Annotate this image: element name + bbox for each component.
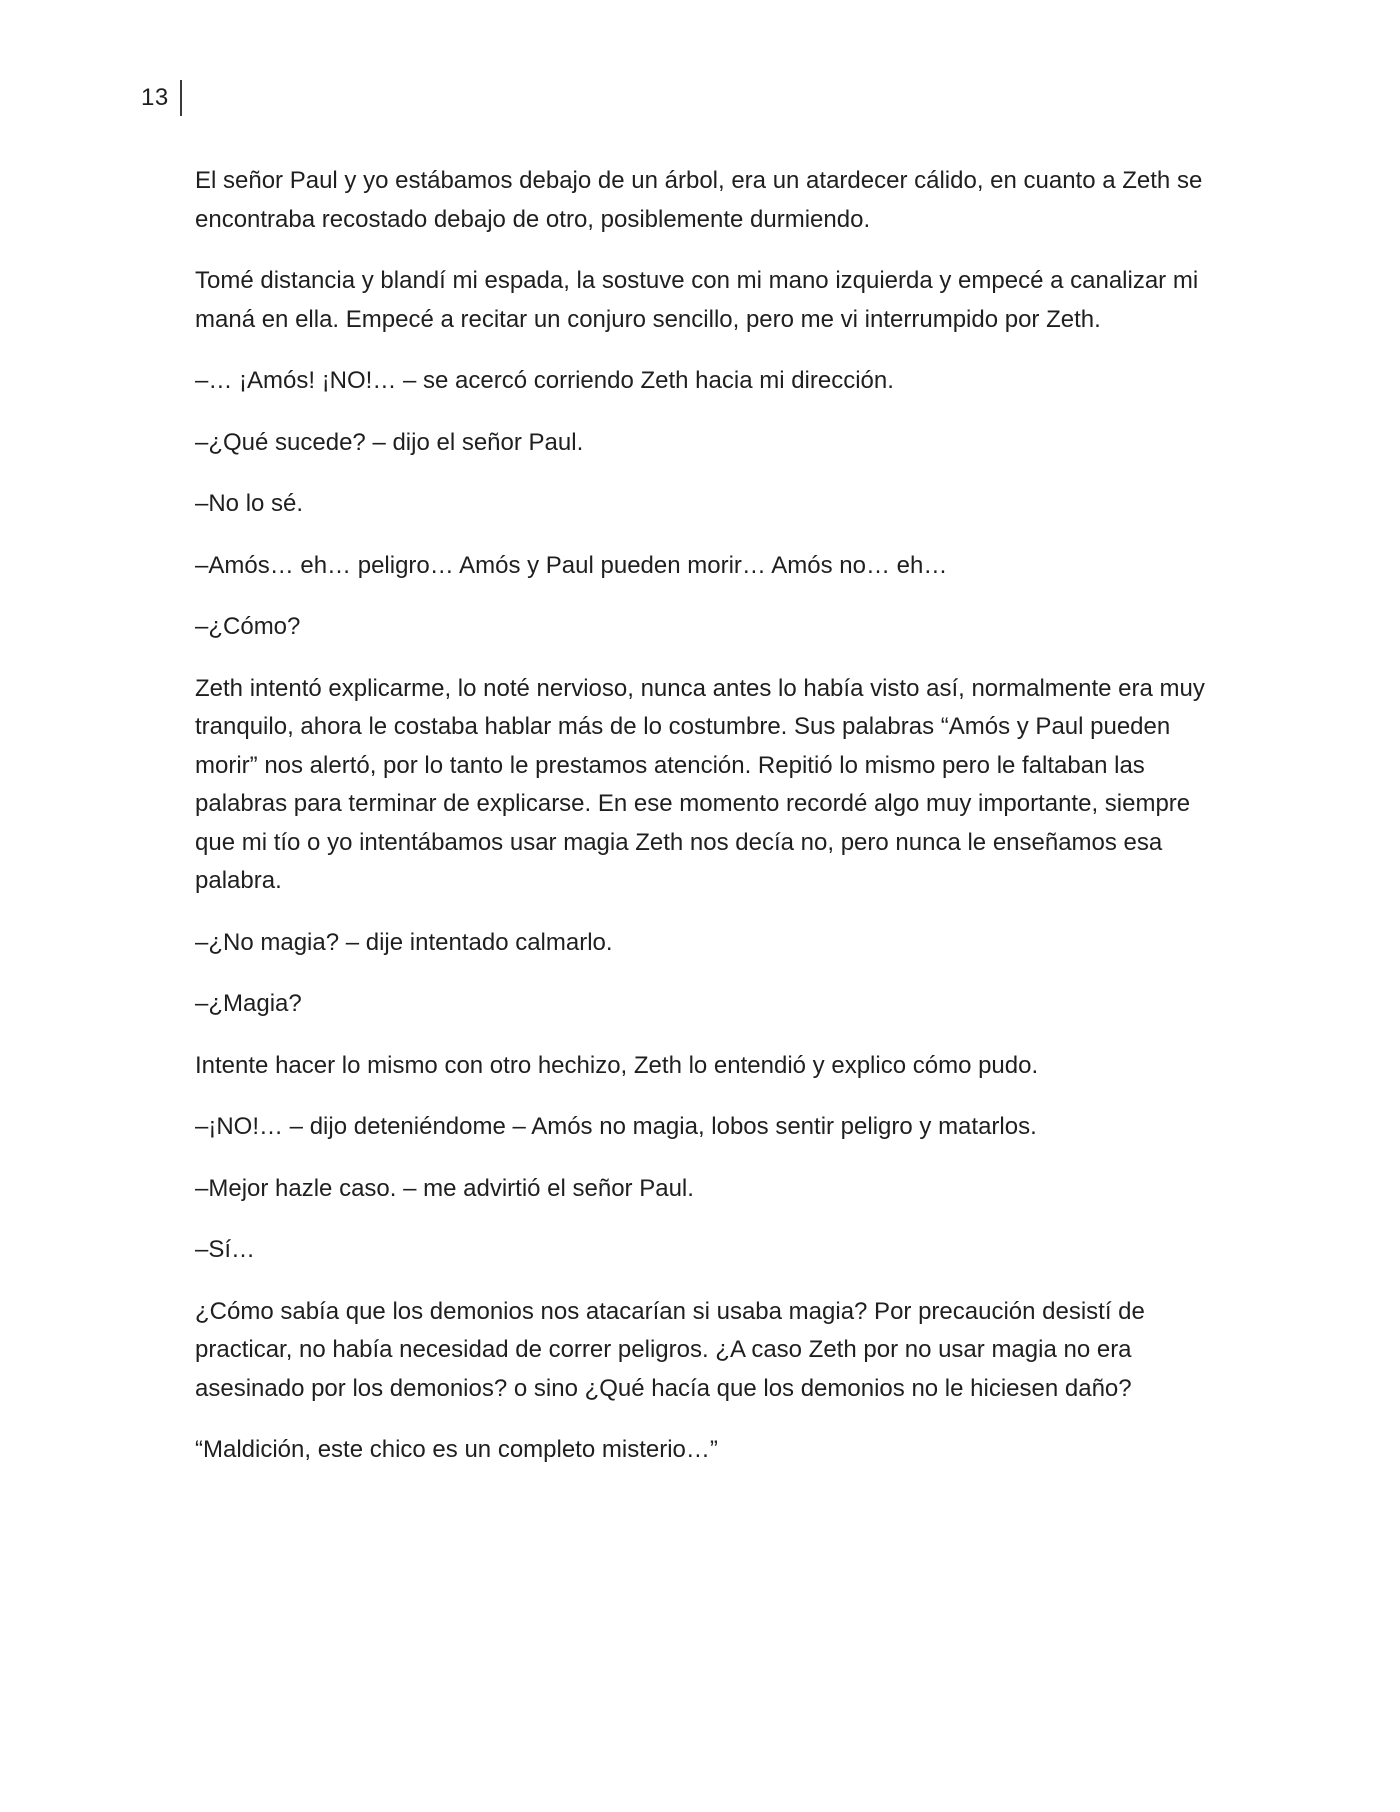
dialogue-line: –¡NO!… – dijo deteniéndome – Amós no magia, lobos sentir peligro y matarlos. <box>195 1113 1037 1140</box>
paragraph: Tomé distancia y blandí mi espada, la sostuve con mi mano izquierda y empecé a canalizar mi maná en ella. Empecé a recitar un conjuro sencillo, pero me vi interrumpido por Zeth. <box>195 267 1199 333</box>
page-header <box>141 80 182 116</box>
paragraph: ¿Cómo sabía que los demonios nos atacarían si usaba magia? Por precaución desistí de practicar, no había necesidad de correr peligros. ¿A caso Zeth por no usar magia no era asesinado por los demonios? o sino ¿Qué hacía que los demonios no le hiciesen daño? <box>195 1297 1145 1402</box>
paragraph: Intente hacer lo mismo con otro hechizo, Zeth lo entendió y explico cómo pudo. <box>195 1051 1039 1079</box>
paragraph: Zeth intentó explicarme, lo noté nervioso, nunca antes lo había visto así, normalmente era muy tranquilo, ahora le costaba hablar más de lo costumbre. Sus palabras “Amós y Paul pueden morir” nos alertó, por lo tanto le prestamos atención. Repitió lo mismo pero le faltaban las palabras para terminar de explicarse. En ese momento recordé algo muy importante, siempre que mi tío o yo intentábamos usar magia Zeth nos decía no, pero nunca le enseñamos esa palabra. <box>195 674 1205 894</box>
paragraph: “Maldición, este chico es un completo misterio…” <box>195 1436 718 1463</box>
paragraph: El señor Paul y yo estábamos debajo de un árbol, era un atardecer cálido, en cuanto a Zeth se encontraba recostado debajo de otro, posiblemente durmiendo. <box>195 167 1203 233</box>
dialogue-line: –No lo sé. <box>195 490 304 517</box>
dialogue-line: –Amós… eh… peligro… Amós y Paul pueden morir… Amós no… eh… <box>195 551 948 579</box>
dialogue-line: –¿Qué sucede? – dijo el señor Paul. <box>195 428 584 456</box>
page-number: 13 <box>141 84 169 111</box>
dialogue-line: –¿Magia? <box>195 990 302 1017</box>
dialogue-line: –¿No magia? – dije intentado calmarlo. <box>195 928 613 956</box>
body-text <box>195 162 1235 1493</box>
dialogue-line: –… ¡Amós! ¡NO!… – se acercó corriendo Zeth hacia mi dirección. <box>195 367 894 394</box>
dialogue-line: –Sí… <box>195 1236 256 1263</box>
header-divider <box>180 80 182 116</box>
dialogue-line: –¿Cómo? <box>195 613 301 640</box>
dialogue-line: –Mejor hazle caso. – me advirtió el señor Paul. <box>195 1174 694 1202</box>
